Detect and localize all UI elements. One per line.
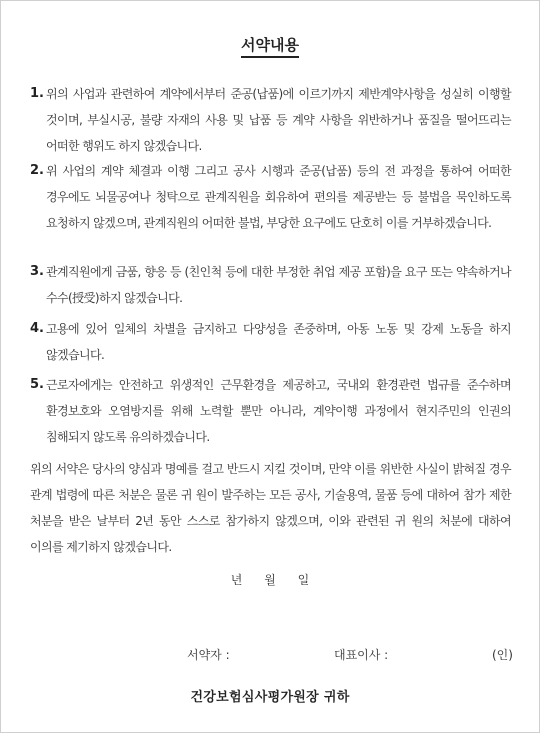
document-title: [1, 34, 539, 55]
pledge-item-number: 1.: [30, 86, 44, 101]
pledge-item-text: 근로자에게는 안전하고 위생적인 근무환경을 제공하고, 국내외 환경관련 법규를 준수하며 환경보호와 오염방지를 위해 노력할 뿐만 아니라, 계약이행 과정에서 현지주민의 인권의 침해되지 않도록 유의하겠습니다.: [46, 378, 511, 444]
pledge-item-5: [30, 372, 511, 450]
pledge-item-text: 위 사업의 계약 체결과 이행 그리고 공사 시행과 준공(납품) 등의 전 과정을 통하여 어떠한 경우에도 뇌물공여나 청탁으로 관계직원을 회유하여 편의를 제공받는 등 불법을 묵인하도록 요청하지 않겠으며, 관계직원의 어떠한 불법, 부당한 요구에도 단호히 이를 거부하겠습니다.: [46, 164, 511, 230]
pledge-item-text: 고용에 있어 일체의 차별을 금지하고 다양성을 존중하며, 아동 노동 및 강제 노동을 하지 않겠습니다.: [46, 322, 511, 362]
pledge-item-number: 3.: [30, 264, 44, 279]
date-year-label: 년: [230, 573, 243, 587]
date-day-label: 일: [297, 573, 310, 587]
pledge-item-3: [30, 259, 511, 311]
seal-mark: (인): [492, 648, 513, 662]
pledger-label: 서약자 :: [187, 648, 230, 662]
pledge-item-number: 5.: [30, 377, 44, 392]
document-title-text: 서약내용: [241, 36, 299, 58]
pledge-item-4: [30, 316, 511, 368]
ceo-label: 대표이사 :: [334, 648, 389, 662]
pledge-item-number: 4.: [30, 321, 44, 336]
pledge-item-text: 관계직원에게 금품, 향응 등 (친인척 등에 대한 부정한 취업 제공 포함)을 요구 또는 약속하거나 수수(授受)하지 않겠습니다.: [46, 265, 511, 305]
pledge-item-2: [30, 158, 511, 236]
recipient-line: 건강보험심사평가원장 귀하: [190, 690, 350, 705]
date-month-label: 월: [264, 573, 276, 587]
date-line: [1, 571, 539, 588]
closing-statement: 위의 서약은 당사의 양심과 명예를 걸고 반드시 지킬 것이며, 만약 이를 위반한 사실이 밝혀질 경우 관계 법령에 따른 처분은 물론 귀 원이 발주하는 모든 공사, 기술용역, 물품 등에 대하여 참가 제한 처분을 받은 날부터 2년 동안 스스로 참가하지 않겠으며, 이와 관련된 귀 원의 처분에 대하여 이의를 제기하지 않겠습니다.: [30, 462, 511, 554]
pledge-item-1: [30, 81, 511, 159]
pledge-item-number: 2.: [30, 163, 44, 178]
pledge-item-text: 위의 사업과 관련하여 계약에서부터 준공(납품)에 이르기까지 제반계약사항을 성실히 이행할 것이며, 부실시공, 불량 자재의 사용 및 납품 등 계약 사항을 위반하거나 품질을 떨어뜨리는 어떠한 행위도 하지 않겠습니다.: [46, 87, 511, 153]
